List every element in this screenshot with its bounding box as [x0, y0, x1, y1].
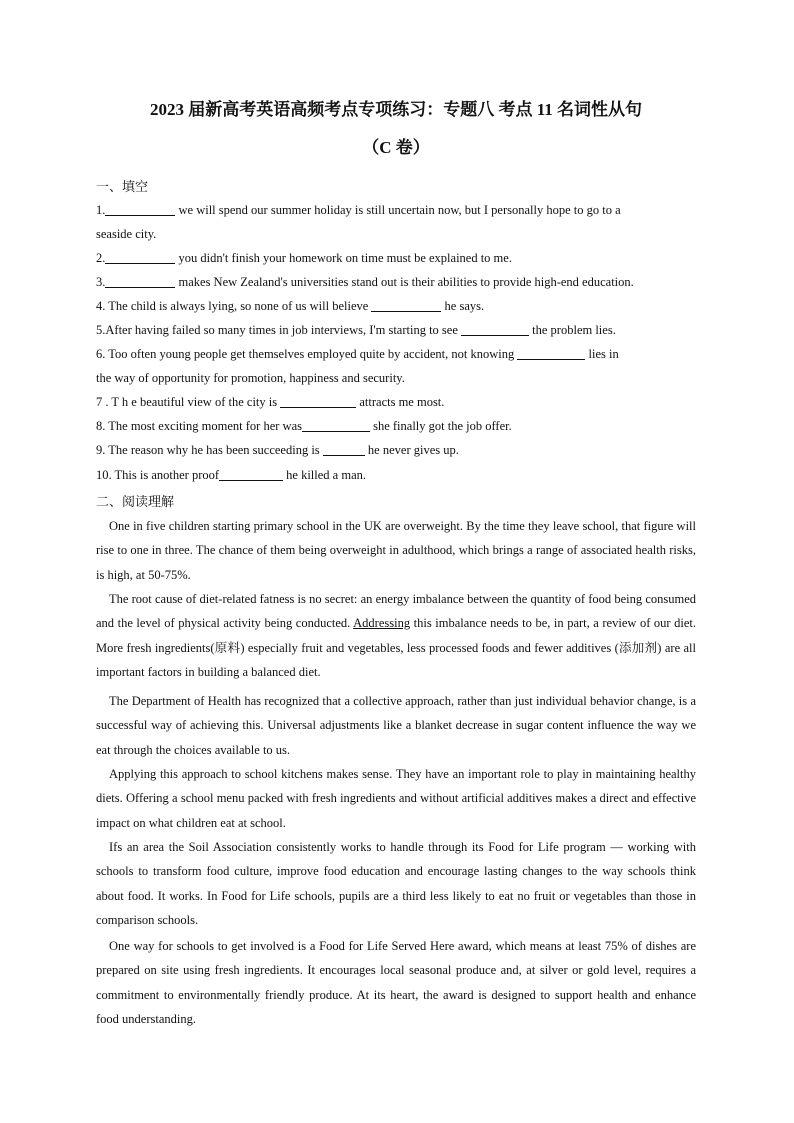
passage-paragraph-1: One in five children starting primary school in the UK are overweight. By the time they leave school, that figure will rise to one in three. The chance of them being overweight in adulthood, which brings a range of associated health risks, is high, at 50-75%.	[96, 519, 696, 582]
passage-paragraph-3: The Department of Health has recognized that a collective approach, rather than just individual behavior change, is a successful way of achieving this. Universal adjustments like a blanket decrease in sugar content influence the way we eat through the choices available to us.	[96, 694, 696, 757]
question-3: 3. makes New Zealand's universities stand out is their abilities to provide high-end education.	[96, 275, 634, 289]
question-8: 8. The most exciting moment for her was she finally got the job offer.	[96, 419, 512, 433]
question-4: 4. The child is always lying, so none of us will believe he says.	[96, 299, 485, 313]
underlined-word: Addressing	[353, 616, 411, 631]
answer-blank[interactable]	[105, 273, 175, 288]
answer-blank[interactable]	[461, 321, 529, 336]
answer-blank[interactable]	[302, 417, 370, 432]
question-9: 9. The reason why he has been succeeding is he never gives up.	[96, 443, 459, 457]
passage-paragraph-6: One way for schools to get involved is a Food for Life Served Here award, which means at least 75% of dishes are prepared on site using fresh ingredients. It encourages local seasonal produce and, at silver or gold level, requires a commitment to environmentally friendly produce. At its heart, the award is designed to support health and enhance food understanding.	[96, 939, 696, 1026]
question-6: 6. Too often young people get themselves employed quite by accident, not knowing lies in	[96, 347, 619, 361]
page-title: 2023 届新高考英语高频考点专项练习：专题八 考点 11 名词性从句	[149, 100, 643, 119]
answer-blank[interactable]	[280, 393, 356, 408]
answer-blank[interactable]	[517, 345, 585, 360]
passage-paragraph-4: Applying this approach to school kitchens makes sense. They have an important role to play in maintaining healthy diets. Offering a school menu packed with fresh ingredients and without artificial additives makes a direct and effective impact on what children eat at school.	[96, 767, 696, 830]
page-subtitle: （C 卷）	[362, 138, 430, 157]
answer-blank[interactable]	[219, 466, 283, 481]
question-10: 10. This is another proof he killed a man.	[96, 468, 366, 482]
question-1: 1. we will spend our summer holiday is still uncertain now, but I personally hope to go to a	[96, 203, 621, 217]
answer-blank[interactable]	[105, 201, 175, 216]
question-1-cont: seaside city.	[96, 227, 157, 241]
question-7: 7 . T h e beautiful view of the city is attracts me most.	[96, 395, 445, 409]
answer-blank[interactable]	[105, 249, 175, 264]
question-6-cont: the way of opportunity for promotion, happiness and security.	[96, 371, 405, 385]
passage-paragraph-2: The root cause of diet-related fatness is no secret: an energy imbalance between the quantity of food being consumed and the level of physical activity being conducted. Addressing this imbalance needs to be, in part, a review of our diet. More fresh ingredients(原料) especially fruit and vegetables, less processed foods and fewer additives (添加剂) are all important factors in building a balanced diet.	[96, 592, 696, 679]
answer-blank[interactable]	[323, 441, 365, 456]
section-1-heading: 一、填空	[96, 180, 149, 195]
section-2-heading: 二、阅读理解	[96, 495, 175, 510]
question-5: 5.After having failed so many times in job interviews, I'm starting to see the problem lies.	[96, 323, 616, 337]
passage-paragraph-5: Ifs an area the Soil Association consistently works to handle through its Food for Life program — working with schools to transform food culture, improve food education and encourage lasting changes to the way schools think about food. It works. In Food for Life schools, pupils are a third less likely to eat no fruit or vegetables than those in comparison schools.	[96, 840, 696, 927]
question-2: 2. you didn't finish your homework on time must be explained to me.	[96, 251, 512, 265]
answer-blank[interactable]	[371, 297, 441, 312]
